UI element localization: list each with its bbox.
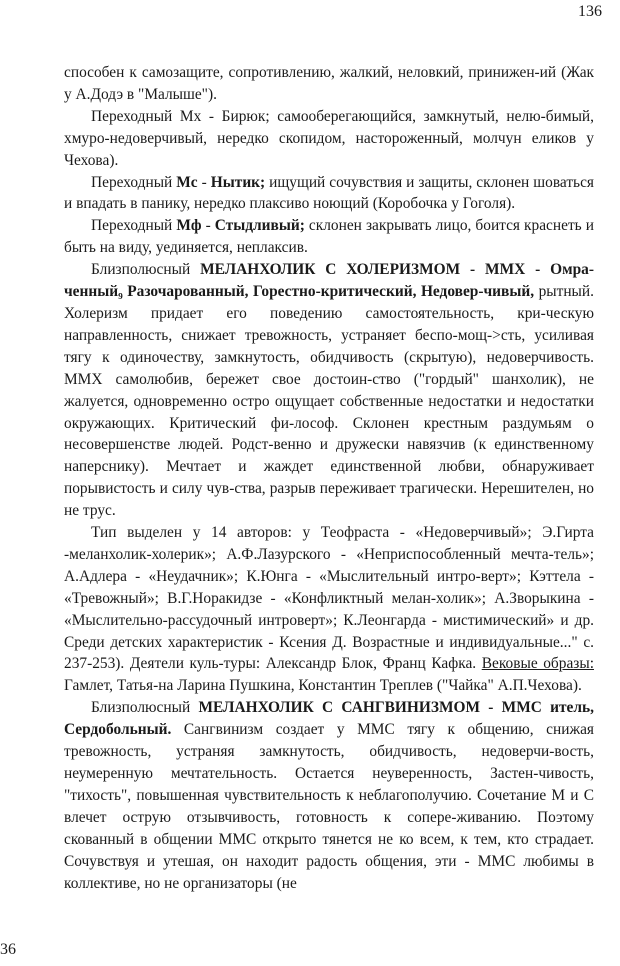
- text-run: -: [197, 173, 211, 191]
- paragraph: [64, 697, 594, 894]
- bold-text: МЕЛАНХОЛИК С ХОЛЕРИЗМОМ - ММХ - Омра-ченный₉ Разочарованный, Горестно-критический, Недовер-чивый,: [64, 261, 594, 301]
- text-run: Близполюсный: [91, 261, 201, 279]
- paragraph: [64, 62, 594, 106]
- paragraph: [64, 522, 594, 697]
- text-run: Гамлет, Татья-на Ларина Пушкина, Константин Треплев ("Чайка" А.П.Чехова).: [64, 677, 582, 695]
- text-run: склонен закрывать лицо, боится краснеть и быть на виду, уединяется, неплаксив.: [64, 217, 594, 257]
- text-run: Близполюсный: [91, 699, 199, 717]
- paragraph: [64, 259, 594, 522]
- paragraph: [64, 215, 594, 259]
- text-run: способен к самозащите, сопротивлению, жалкий, неловкий, принижен-ий (Жак у А.Додэ в "Малыше").: [64, 64, 594, 103]
- paragraph: [64, 106, 594, 172]
- text-run: Сангвинизм создает у ММС тягу к общению, снижая тревожность, устраняя замкнутость, обидчивость, недоверчи-вость, неумеренную мечтательность. Остается неуверенность, Застен-чивость, "тихость", повышенная чувствительность к неблагополучию. Сочетание М и С влечет острую отзывчивость, готовность к сопере-живанию. Поэтому скованный в общении ММС открыто тянется не ко всем, к тем, кто страдает. Сочувствуя и утешая, он находит радость общения, эти - ММС любимы в коллективе, но не организаторы (не: [64, 721, 594, 892]
- text-run: -: [201, 217, 215, 235]
- text-run: рытный. Холеризм придает его поведению самостоятельность, кри-ческую направленность, снижает тревожность, устраняет беспо-мощ->сть, усиливая тягу к одиночеству, замкнутость, обидчивость (скрытую), недоверчивость. ММХ самолюбив, бережет свое достоин-ство ("гордый" шанхолик), не жалуется, одновременно остро ощущает собственные недостатки и недостатки окружающих. Критический фи-лософ. Склонен крестным раздумьям о несовершенстве людей. Родст-венно и дружески навязчив (к единственному наперснику). Мечтает и жаждет единственной любви, обнаруживает порывистость и силу чув-ства, разрыв переживает трагически. Нерешителен, но не трус.: [64, 283, 594, 520]
- bold-text: Нытик;: [210, 173, 266, 191]
- page-number-bottom: 36: [0, 941, 16, 958]
- body-text: [64, 62, 594, 894]
- bold-text: Стыдливый;: [214, 217, 305, 235]
- text-run: Тип выделен у 14 авторов: у Теофраста - «Недоверчивый»; Э.Гирта -меланхолик-холерик»; А.Ф.Лазурского - «Неприспособленный мечта-тель»; А.Адлера - «Неудачник»; К.Юнга - «Мыслительный интро-верт»; Кэттела - «Тревожный»; В.Г.Норакидзе - «Конфликтный мелан-холик»; А.Зворыкина - «Мыслительно-рассудочный интроверт»; К.Леонгарда - мистимический» и др. Среди детских характеристик - Ксения Д. Возрастные и индивидуальные..." с. 237-253). Деятели куль-туры: Александр Блок, Франц Кафка.: [64, 524, 594, 673]
- text-run: Переходный Мх - Бирюк; самооберегающийся, замкнутый, нелю-бимый, хмуро-недоверчивый, нередко скопидом, настороженный, молчун еликов у Чехова).: [64, 107, 594, 169]
- text-run: Переходный: [91, 217, 177, 235]
- bold-text: Мф: [176, 217, 202, 235]
- text-run: Переходный: [91, 173, 177, 191]
- page-number-top: 136: [578, 3, 602, 20]
- bold-text: Мс: [176, 173, 198, 191]
- text-run: ищущий сочувствия и защиты, склонен шоваться и впадать в панику, нередко плаксиво ноющий (Коробочка у Гоголя).: [64, 173, 594, 213]
- bold-text: МЕЛАНХОЛИК С САНГВИНИЗМОМ - ММС итель, Сердобольный.: [64, 699, 594, 739]
- underlined-text: Вековые образы:: [481, 655, 594, 673]
- paragraph: [64, 172, 594, 216]
